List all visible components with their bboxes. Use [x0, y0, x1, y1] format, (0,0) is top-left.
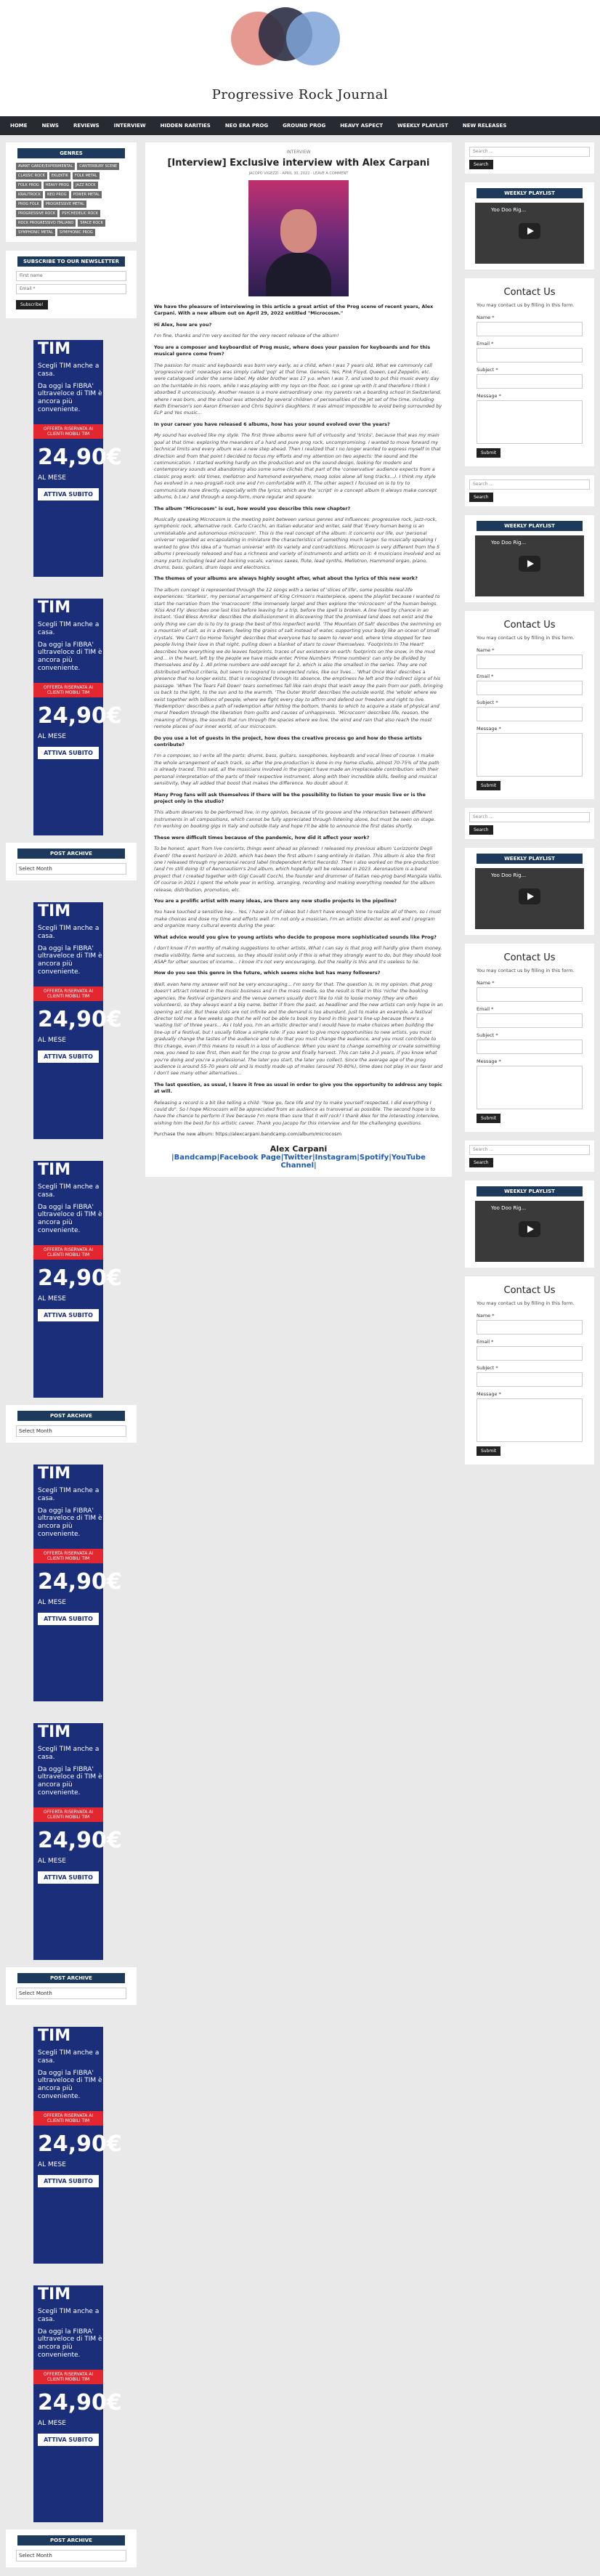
- playlist-video[interactable]: [475, 203, 584, 264]
- genre-tag[interactable]: FOLK PROG: [16, 182, 41, 189]
- email-input[interactable]: [477, 1013, 583, 1028]
- interview-question: The themes of your albums are always highly sought after, what about the lyrics of this new work?: [154, 575, 418, 582]
- ad-line1: Scegli TIM anche a casa.: [38, 925, 100, 940]
- name-label: Name *: [477, 980, 495, 987]
- archive-widget: [6, 1967, 137, 2005]
- ad-cta[interactable]: ATTIVA SUBITO: [38, 2434, 99, 2446]
- ad-line2: Da oggi la FIBRA' ultraveloce di TIM è ancora più conveniente.: [38, 1507, 102, 1538]
- main-nav: [0, 116, 600, 135]
- ad-cta[interactable]: ATTIVA SUBITO: [38, 488, 99, 501]
- play-icon[interactable]: [519, 888, 540, 904]
- contact-title: Contact Us: [503, 287, 556, 298]
- site-header: [0, 0, 600, 116]
- submit-button[interactable]: Submit: [477, 448, 500, 458]
- subject-label: Subject *: [477, 1365, 498, 1372]
- contact-desc: You may contact us by filling in this form.: [477, 302, 575, 308]
- interview-answer: I'm fine, thanks and I'm very excited for the very recent release of the album!: [154, 333, 339, 339]
- subject-input[interactable]: [477, 1372, 583, 1387]
- subject-input[interactable]: [477, 1040, 583, 1054]
- interview-answer: The passion for music and keyboards was born very early, as a child, when I was 7 years old. What we commonly call 'progressive rock' nowadays was simply called 'pop' at that time. Genesis, Yes, Pink Floyd, Queen, Led Zeppelin, etc. were catalogued under the same label. My older brother was 17 y.o. when I was 7, and used to put this music every day on the turntable in his room, while I was playing with my toys on the floor, so I grew up with it and therefore I think I absorbed it unconsciously. Another reason is a more extraordinary one: my parents ran a boarding school in Switzerland, where I was born, and the school was attended by several children of personalities of the jet set of the time, including Keith Emerson's son Aaron Emerson and Chris Squire's daughters. It was almost impossible to avoid being surrounded by ELP and Yes music...: [154, 362, 442, 416]
- archive-widget: [6, 2530, 137, 2567]
- ad-per: AL MESE: [38, 2160, 66, 2168]
- first-name-field[interactable]: First name: [16, 271, 126, 281]
- subject-label: Subject *: [477, 700, 498, 706]
- tim-ad[interactable]: [33, 1465, 122, 1701]
- nav-item[interactable]: INTERVIEW: [113, 123, 146, 129]
- search-button[interactable]: Search: [469, 493, 493, 502]
- genre-tag[interactable]: SYMPHONIC METAL: [16, 229, 55, 236]
- interview-question: In your career you have released 6 albums, how has your sound evolved over the years?: [154, 421, 390, 427]
- genre-tag[interactable]: EKLEKTIK: [49, 172, 70, 179]
- ad-line1: Scegli TIM anche a casa.: [38, 1183, 100, 1199]
- playlist-title: WEEKLY PLAYLIST: [477, 854, 583, 864]
- subject-input[interactable]: [477, 707, 583, 721]
- ad-offer: OFFERTA RISERVATA AI CLIENTI MOBILI TIM: [33, 2370, 103, 2384]
- ad-cta[interactable]: ATTIVA SUBITO: [38, 1871, 99, 1884]
- interview-question: Hi Alex, how are you?: [154, 321, 212, 328]
- nav-item[interactable]: NEWS: [41, 123, 59, 129]
- post-meta: JACOPO VIGEZZI · APRIL 30, 2022 · LEAVE A COMMENT: [248, 171, 349, 176]
- ad-line1: Scegli TIM anche a casa.: [38, 2049, 100, 2065]
- ad-brand: TIM: [38, 1723, 71, 1741]
- search-input[interactable]: Search ...: [469, 479, 590, 490]
- ad-offer: OFFERTA RISERVATA AI CLIENTI MOBILI TIM: [33, 683, 103, 697]
- contact-widget: [465, 1276, 594, 1465]
- post-intro: We have the pleasure of interviewing in this article a great artist of the Prog scene of recent years, Alex Carpani. With a new album out on April 29, 2022 entitled "Microcosm.": [154, 304, 434, 317]
- playlist-widget: [465, 848, 594, 935]
- ad-per: AL MESE: [38, 1295, 66, 1303]
- search-widget: [465, 475, 594, 506]
- contact-desc: You may contact us by filling in this form.: [477, 635, 575, 641]
- contact-title: Contact Us: [503, 952, 556, 964]
- genre-tag[interactable]: ROCK PROGRESSIVO ITALIANO: [16, 219, 76, 227]
- ad-brand: TIM: [38, 1465, 71, 1483]
- site-title[interactable]: Progressive Rock Journal: [211, 87, 389, 102]
- artist-links[interactable]: |Bandcamp|Facebook Page|Twitter|Instagram|Spotify|YouTube Channel|: [171, 1153, 426, 1170]
- interview-question: You are a prolific artist with many ideas, are there any new studio projects in the pipeline?: [154, 898, 397, 904]
- search-widget: [465, 808, 594, 839]
- archive-select[interactable]: Select Month: [16, 863, 126, 875]
- archive-select[interactable]: Select Month: [16, 1425, 126, 1437]
- playlist-widget: [465, 515, 594, 602]
- ad-line1: Scegli TIM anche a casa.: [38, 2308, 100, 2323]
- contact-desc: You may contact us by filling in this form.: [477, 1300, 575, 1307]
- ad-brand: TIM: [38, 902, 71, 920]
- nav-item[interactable]: NEW RELEASES: [462, 123, 507, 129]
- message-textarea[interactable]: [477, 1398, 583, 1442]
- ad-offer: OFFERTA RISERVATA AI CLIENTI MOBILI TIM: [33, 1549, 103, 1563]
- ad-line2: Da oggi la FIBRA' ultraveloce di TIM è ancora più conveniente.: [38, 641, 102, 672]
- genre-tag[interactable]: FOLK METAL: [73, 172, 100, 179]
- genre-tag[interactable]: AVANT GARDE/EXPERIMENTAL: [16, 163, 75, 170]
- ad-brand: TIM: [38, 599, 71, 617]
- ad-price: 24,90€: [38, 1265, 122, 1291]
- genres-widget: [6, 142, 137, 242]
- playlist-title: WEEKLY PLAYLIST: [477, 521, 583, 531]
- subject-label: Subject *: [477, 367, 498, 373]
- post-date: APRIL 30, 2022: [282, 171, 310, 176]
- interview-answer: I'm a composer, so I write all the parts: drums, bass, guitars, saxophones, keyboards and vocal lines of course. I make the whole arrangement of each track, so after the pre-production is done in my home studio, almost 70-75% of the path is already traced. This said, all the musicians involved in the project have made an irreplaceable contribution: with their personal interpretation of the parts of their respective instrument, along with their incredible skills, feeling and musical sensitivity, they all added that boost that makes the difference. No doubt about it.: [154, 753, 439, 787]
- nav-item[interactable]: HOME: [10, 123, 28, 129]
- ad-cta[interactable]: ATTIVA SUBITO: [38, 1613, 99, 1625]
- ad-line1: Scegli TIM anche a casa.: [38, 621, 100, 636]
- play-icon[interactable]: [519, 223, 540, 239]
- genre-tag[interactable]: PROGRESSIVE ROCK: [16, 210, 57, 217]
- newsletter-widget: [6, 251, 137, 318]
- archive-title: POST ARCHIVE: [17, 1973, 125, 1983]
- subscribe-button[interactable]: Subscribe!: [16, 300, 48, 309]
- genre-tag[interactable]: SPACE ROCK: [78, 219, 105, 227]
- email-label: Email *: [477, 1339, 494, 1345]
- video-title: Yoo Doo Rig...: [491, 872, 527, 879]
- ad-line1: Scegli TIM anche a casa.: [38, 362, 100, 378]
- name-label: Name *: [477, 315, 495, 321]
- archive-widget: [6, 1405, 137, 1443]
- artist-signature: Alex Carpani: [269, 1143, 328, 1154]
- subject-input[interactable]: [477, 374, 583, 389]
- playlist-video[interactable]: [475, 535, 584, 596]
- ad-line1: Scegli TIM anche a casa.: [38, 1746, 100, 1761]
- email-field[interactable]: Email *: [16, 284, 126, 294]
- email-input[interactable]: [477, 348, 583, 362]
- ad-brand: TIM: [38, 2285, 71, 2304]
- message-textarea[interactable]: [477, 1066, 583, 1109]
- right-sidebar: [465, 142, 594, 1473]
- post-category[interactable]: INTERVIEW: [286, 150, 311, 155]
- interview-question: Many Prog fans will ask themselves if there will be the possibility to listen to your music live or is the project only in the studio?: [154, 791, 426, 804]
- post-comment-link[interactable]: LEAVE A COMMENT: [313, 171, 349, 176]
- newsletter-title: SUBSCRIBE TO OUR NEWSLETTER: [17, 256, 125, 267]
- ad-price: 24,90€: [38, 1006, 122, 1032]
- ad-brand: TIM: [38, 1161, 71, 1179]
- tim-ad[interactable]: [33, 1723, 122, 1960]
- ad-cta[interactable]: ATTIVA SUBITO: [38, 2175, 99, 2187]
- search-input[interactable]: Search ...: [469, 1145, 590, 1155]
- genre-tag[interactable]: PROG FOLK: [16, 201, 41, 208]
- email-input[interactable]: [477, 1346, 583, 1361]
- interview-answer: Well, even here my answer will not be very encouraging... I'm sorry for that. The question is, in my opinion, that prog doesn't attract interest in the music business and in the mass media, so the result is that in this 'niche' the booking agencies, the festival organizers and the venue owners usually don't like to risk to loose money (they are often volunteers), so they always want a big name, better if from the past, as headliner and the new artists can only hope in an opening act slot. But these slots are not infinite and the demand is too abundant. Just to make an example, a festival director told me a few weeks ago that he will not be able to book my band in this year's line-up because there's a 'waiting list' of three years... As I told you, I'm an artistic director and I would have to make choices when building the line-up of a festival, but I usually follow a simple rule: if you want to give more opportunities to new artists, you must gradually change the tastes of the audience and to do that you must change the audience, and you must contribute to this change, even if this means to result in a loss of audience. When you want to change something or create something new, you need to sow first, then wait for the crop to grow and finally harvest. This can take 2-3 years, if you know what you're doing and you're a professional. The later you start, the later you collect. Since the average age of the prog audience is around 55-70 years old and is mostly made up of males (around 70-80%), time does not play in our favor and I don't see many other alternatives...: [154, 981, 443, 1077]
- genre-tag[interactable]: SYMPHONIC PROG: [57, 229, 95, 236]
- ad-offer: OFFERTA RISERVATA AI CLIENTI MOBILI TIM: [33, 987, 103, 1001]
- ad-brand: TIM: [38, 340, 71, 358]
- tim-ad[interactable]: [33, 2027, 122, 2264]
- interview-answer: Releasing a record is a bit like telling a child: "Now go, face life and try to make yourself respected, I did everything I could do". So I hope Microcosm will be appreciated from an audience as transversal as possible. The second hope is to have the chance to perform it live because I'm more than sure that it will rock! I thank Alex for the interesting interview, wishing him the best for his artistic career. Thank you Jacopo for this interview and for the challenging questions.: [154, 1099, 439, 1126]
- contact-desc: You may contact us by filling in this form.: [477, 968, 575, 974]
- interview-question: These were difficult times because of the pandemic, how did it affect your work?: [154, 834, 370, 841]
- interview-answer: You have touched a sensitive key... Yes, I have a lot of ideas but I don't have enough time to realize all of them, so I must make choices and dose my time and efforts well. I'm not only a musician, I'm an artistic director as well and I program and organize many cultural events during the year.: [154, 909, 442, 929]
- ad-per: AL MESE: [38, 732, 66, 740]
- nav-item[interactable]: HIDDEN RARITIES: [160, 123, 211, 129]
- nav-item[interactable]: GROUND PROG: [283, 123, 326, 129]
- genre-tag[interactable]: CLASSIC ROCK: [16, 172, 47, 179]
- genre-tag[interactable]: CANTERBURY SCENE: [77, 163, 119, 170]
- post-title: [Interview] Exclusive interview with Alex Carpani: [167, 158, 430, 169]
- contact-title: Contact Us: [503, 620, 556, 631]
- email-input[interactable]: [477, 681, 583, 695]
- video-title: Yoo Doo Rig...: [491, 540, 527, 546]
- purchase-link[interactable]: Purchase the new album: https://alexcarpani.bandcamp.com/album/microcosm: [154, 1131, 342, 1138]
- video-title: Yoo Doo Rig...: [491, 207, 527, 213]
- interview-answer: This album deserves to be performed live, in my opinion, because of its groove and the interaction between different instruments in all compositions, which cannot be fully appreciated through listening alone, but must be seen on stage. I'm working on booking gigs in Italy and outside Italy and hope I'll be able to announce the first dates shortly.: [154, 809, 436, 830]
- tim-ad[interactable]: [33, 599, 122, 835]
- search-button[interactable]: Search: [469, 160, 493, 169]
- ad-line2: Da oggi la FIBRA' ultraveloce di TIM è ancora più conveniente.: [38, 2069, 102, 2100]
- genre-tag[interactable]: JAZZ ROCK: [73, 182, 97, 189]
- ad-line2: Da oggi la FIBRA' ultraveloce di TIM è ancora più conveniente.: [38, 1765, 102, 1797]
- message-textarea[interactable]: [477, 733, 583, 777]
- video-title: Yoo Doo Rig...: [491, 1205, 527, 1212]
- ad-offer: OFFERTA RISERVATA AI CLIENTI MOBILI TIM: [33, 424, 103, 439]
- interview-question: The album "Microcosm" is out, how would you describe this new chapter?: [154, 505, 351, 511]
- ad-per: AL MESE: [38, 1036, 66, 1044]
- ad-price: 24,90€: [38, 1568, 122, 1595]
- message-label: Message *: [477, 393, 501, 400]
- genre-tag[interactable]: KRAUTROCK: [16, 191, 43, 198]
- search-input[interactable]: Search ...: [469, 812, 590, 822]
- ad-per: AL MESE: [38, 1598, 66, 1606]
- interview-question: The last question, as usual, I leave it free as usual in order to give you the opportunity to address any topic at will.: [154, 1081, 442, 1095]
- logo[interactable]: [231, 7, 369, 73]
- playlist-title: WEEKLY PLAYLIST: [477, 1186, 583, 1196]
- interview-answer: To be honest, apart from live concerts, things went ahead as planned: I released my previous album 'Lorizzonte Degli Eventi' (the event horizon) in 2020, which has been the first album I sang entirely in Italian. This album is also the first one I released through my personal record label (Independent Artist Records). Then I also worked on the pre-production (and I'm still doing it) of Aeronautism's 2nd album, which hopefully will be released in 2023. Aeronautism is a band project that I created together with Gigi Cavalli Cocchi, the founder and drummer of Italian neo-prog band Mangala Vallis. Of course in 2021 I spent the whole year in writing, arranging, recording and making everything needed for the album release, distribution, promotion, etc.: [154, 846, 442, 893]
- archive-title: POST ARCHIVE: [17, 1411, 125, 1421]
- ad-per: AL MESE: [38, 1857, 66, 1865]
- search-input[interactable]: Search ...: [469, 147, 590, 157]
- ad-line2: Da oggi la FIBRA' ultraveloce di TIM è ancora più conveniente.: [38, 1203, 102, 1234]
- name-input[interactable]: [477, 987, 583, 1002]
- contact-widget: [465, 611, 594, 799]
- subject-label: Subject *: [477, 1032, 498, 1039]
- name-input[interactable]: [477, 1320, 583, 1334]
- contact-widget: [465, 278, 594, 466]
- ad-line2: Da oggi la FIBRA' ultraveloce di TIM è ancora più conveniente.: [38, 944, 102, 976]
- email-label: Email *: [477, 673, 494, 680]
- contact-widget: [465, 944, 594, 1132]
- artist-photo: [248, 180, 349, 296]
- archive-title: POST ARCHIVE: [17, 848, 125, 859]
- ad-offer: OFFERTA RISERVATA AI CLIENTI MOBILI TIM: [33, 1807, 103, 1822]
- message-label: Message *: [477, 726, 501, 732]
- email-label: Email *: [477, 341, 494, 347]
- ad-offer: OFFERTA RISERVATA AI CLIENTI MOBILI TIM: [33, 2111, 103, 2126]
- search-widget: [465, 142, 594, 174]
- tim-ad[interactable]: [33, 902, 122, 1139]
- message-label: Message *: [477, 1058, 501, 1065]
- tim-ad[interactable]: [33, 1161, 122, 1398]
- archive-widget: [6, 843, 137, 880]
- post-author[interactable]: JACOPO VIGEZZI: [248, 171, 279, 176]
- interview-question: You are a composer and keyboardist of Prog music, where does your passion for keyboards and for this musical genre come from?: [154, 344, 431, 357]
- nav-item[interactable]: REVIEWS: [73, 123, 100, 129]
- message-textarea[interactable]: [477, 400, 583, 444]
- left-sidebar: [6, 142, 137, 2576]
- archive-select[interactable]: Select Month: [16, 2550, 126, 2561]
- playlist-widget: [465, 1180, 594, 1268]
- ad-per: AL MESE: [38, 2419, 66, 2427]
- genres-title: GENRES: [17, 148, 125, 158]
- ad-line2: Da oggi la FIBRA' ultraveloce di TIM è ancora più conveniente.: [38, 2328, 102, 2359]
- interview-question: What advice would you give to young artists who decide to propose more sophisticated sounds like Prog?: [154, 933, 437, 940]
- genre-tag[interactable]: PROGRESSIVE METAL: [44, 201, 86, 208]
- interview-answer: Musically speaking Microcosm is the meeting point between various genres and influences: progressive rock, jazz-rock, symphonic rock, alternative rock. Carlo Cracchi, an Italian educator and writer, said that 'Every human being is an unmistakable and autonomous microcosm'. This is the real concept of the album: it concerns our life, our 'personal universe' regarded as encapsulating in miniature the characteristics of something much larger. So musically speaking I wanted to give this idea of a 'human universe' with its variety and contradictions. Microcosm is very different from the 5 albums I previously released and has a richness and variety of instruments and artists on it: 4 musicians involved and as many parts including lead and backing vocals, various saxes, flute, lead synths, Mellotron, Hammond organ, piano, drums, bass, guitars, drum loops and electronics.: [154, 516, 441, 570]
- ad-cta[interactable]: ATTIVA SUBITO: [38, 747, 99, 759]
- interview-answer: My sound has evolved like my style. The first three albums were full of virtuosity and 'tricks', because that was my main goal at that time: exploring the meanders of a hard and pure prog rock, uncompromising. I wanted to move forward my technical limits and every album was a new step ahead. Then I realized that I no longer wanted to express myself in that direction and from that point I decided to focus my efforts and my attention on two aspects: the sound and the communication. I started working hardly on the production and on the sound design, looking for modern and contemporary sounds and abandoning also some some clichés that part of the 'conservative' audience expects from a classic prog work: old times, mellotron and hammond everywhere, moog solos alone all long tracks...). I think my style has evolved in a neo-prog/alt-rock one and I'm comfortable with it. The other aspect I focused on is to try to communicate more directly, especially with the lyrics, which are the 'script' in a concept album (I always make concept albums, b.t.w.) and through a song-form, more regular and square.: [154, 432, 441, 501]
- ad-cta[interactable]: ATTIVA SUBITO: [38, 1309, 99, 1321]
- playlist-video[interactable]: [475, 1201, 584, 1262]
- playlist-video[interactable]: [475, 868, 584, 929]
- name-label: Name *: [477, 647, 495, 654]
- ad-cta[interactable]: ATTIVA SUBITO: [38, 1050, 99, 1063]
- ad-line1: Scegli TIM anche a casa.: [38, 1487, 100, 1502]
- play-icon[interactable]: [519, 1221, 540, 1237]
- email-label: Email *: [477, 1006, 494, 1013]
- ad-line2: Da oggi la FIBRA' ultraveloce di TIM è ancora più conveniente.: [38, 382, 102, 413]
- tim-ad[interactable]: [33, 2285, 122, 2522]
- name-label: Name *: [477, 1313, 495, 1319]
- interview-answer: The album concept is represented through the 12 songs with a series of 'slices of life', some possible real-life experiences: 'Starless', my personal arrangement of King Crimson's masterpiece, opens the playlist because I wanted to start the narration from the 'macrocosm' (the immensely large) and then explore the 'microcosm' of the human beings. 'Kiss And Fly' describes one last kiss before leaving for a trip, before the spell is broken. A line lived by chance in an instant. 'God Bless Amrika' describes the disillusionment in discovering that the promised land does not exist and the only thing we can do is to try to grasp the best of this imperfect world. 'The Mountain Of Salt' describes the swimming on a mountain of salt, as in a dream, feeling the grains of salt instead of water, supporting your body like an ocean of small crystals. 'We Can't Go Home Tonight' describes that everyone has to seem to never end, where time stopped for two people living their love in that night, pulling down a blanket of stars to cover themselves. 'Footprints In The Heart' describes how everything we do leaves footprints, traces of our existence on earth: footprints on the snow, in the mud and... in the heart, left by the people we have made enter. Prime Numbers 'Prime numbers' can only be divided by themselves and by 1. All prime numbers are odd except for 2, which is also the smallest in the series. They are not distributed without criteria, but seem to respond to unexpected rules, like our lives... 'What Once Was' describes a presence that no longer exists, that is recognized through its absence, the emptiness he left and the indirect signs of his passage. 'When The Tears Fall Down' tears sometimes fall like rain drops that wash away the pain from our path, bringing us back to the light, to the sun and to the warmth. 'The Outer World' describes the outside world, the 'whole' where we exist together with billions of people, where we fight every day to affirm and defend our freedom and right to live. 'Redemption' describes a path of redemption after hitting the bottom, thanks to which to acquire a state of physical and moral freedom through the liberation from guilts and causes of unhappiness. 'Microcosm' describes life, reason, the meaning of things, the sounds that run through the spaces where we live, the wind and rain that also reach the most remote places of our inner world, of our microcosm.: [154, 586, 443, 730]
- genre-tag[interactable]: HEAVY PROG: [44, 182, 71, 189]
- interview-question: How do you see this genre in the future, which seems niche but has many followers?: [154, 970, 381, 976]
- search-button[interactable]: Search: [469, 1158, 493, 1167]
- archive-title: POST ARCHIVE: [17, 2535, 125, 2545]
- submit-button[interactable]: Submit: [477, 1114, 500, 1123]
- interview-answer: I don't know if I'm worthy of making suggestions to other artists. What I can say is that prog will hardly give them money, media visibility, fame and success, so they should insist only if this is what they strongly want to do, but they should look ASAP for other sources of income... I know it's not very encouraging, but the reality is this and it's useless to lie.: [154, 945, 442, 965]
- playlist-title: WEEKLY PLAYLIST: [477, 188, 583, 198]
- contact-title: Contact Us: [503, 1285, 556, 1297]
- nav-item[interactable]: HEAVY ASPECT: [340, 123, 383, 129]
- ad-price: 24,90€: [38, 1827, 122, 1853]
- post-article: [145, 142, 452, 1177]
- search-button[interactable]: Search: [469, 825, 493, 835]
- name-input[interactable]: [477, 655, 583, 669]
- ad-price: 24,90€: [38, 444, 122, 470]
- nav-item[interactable]: WEEKLY PLAYLIST: [397, 123, 448, 129]
- archive-select[interactable]: Select Month: [16, 1988, 126, 1999]
- genre-tag[interactable]: NEO PROG: [45, 191, 69, 198]
- interview-question: Do you use a lot of guests in the project, how does the creative process go and how do these artists contribute?: [154, 734, 422, 748]
- submit-button[interactable]: Submit: [477, 781, 500, 790]
- ad-price: 24,90€: [38, 702, 122, 729]
- tim-ad[interactable]: [33, 340, 122, 577]
- genre-tag[interactable]: PSYCHEDELIC ROCK: [60, 210, 100, 217]
- genre-tag[interactable]: POWER METAL: [71, 191, 102, 198]
- ad-price: 24,90€: [38, 2389, 122, 2415]
- play-icon[interactable]: [519, 556, 540, 572]
- search-widget: [465, 1141, 594, 1172]
- ad-brand: TIM: [38, 2027, 71, 2045]
- ad-price: 24,90€: [38, 2131, 122, 2157]
- message-label: Message *: [477, 1391, 501, 1398]
- name-input[interactable]: [477, 322, 583, 336]
- playlist-widget: [465, 182, 594, 270]
- submit-button[interactable]: Submit: [477, 1446, 500, 1456]
- nav-item[interactable]: NEO ERA PROG: [224, 123, 269, 129]
- ad-per: AL MESE: [38, 474, 66, 482]
- ad-offer: OFFERTA RISERVATA AI CLIENTI MOBILI TIM: [33, 1245, 103, 1260]
